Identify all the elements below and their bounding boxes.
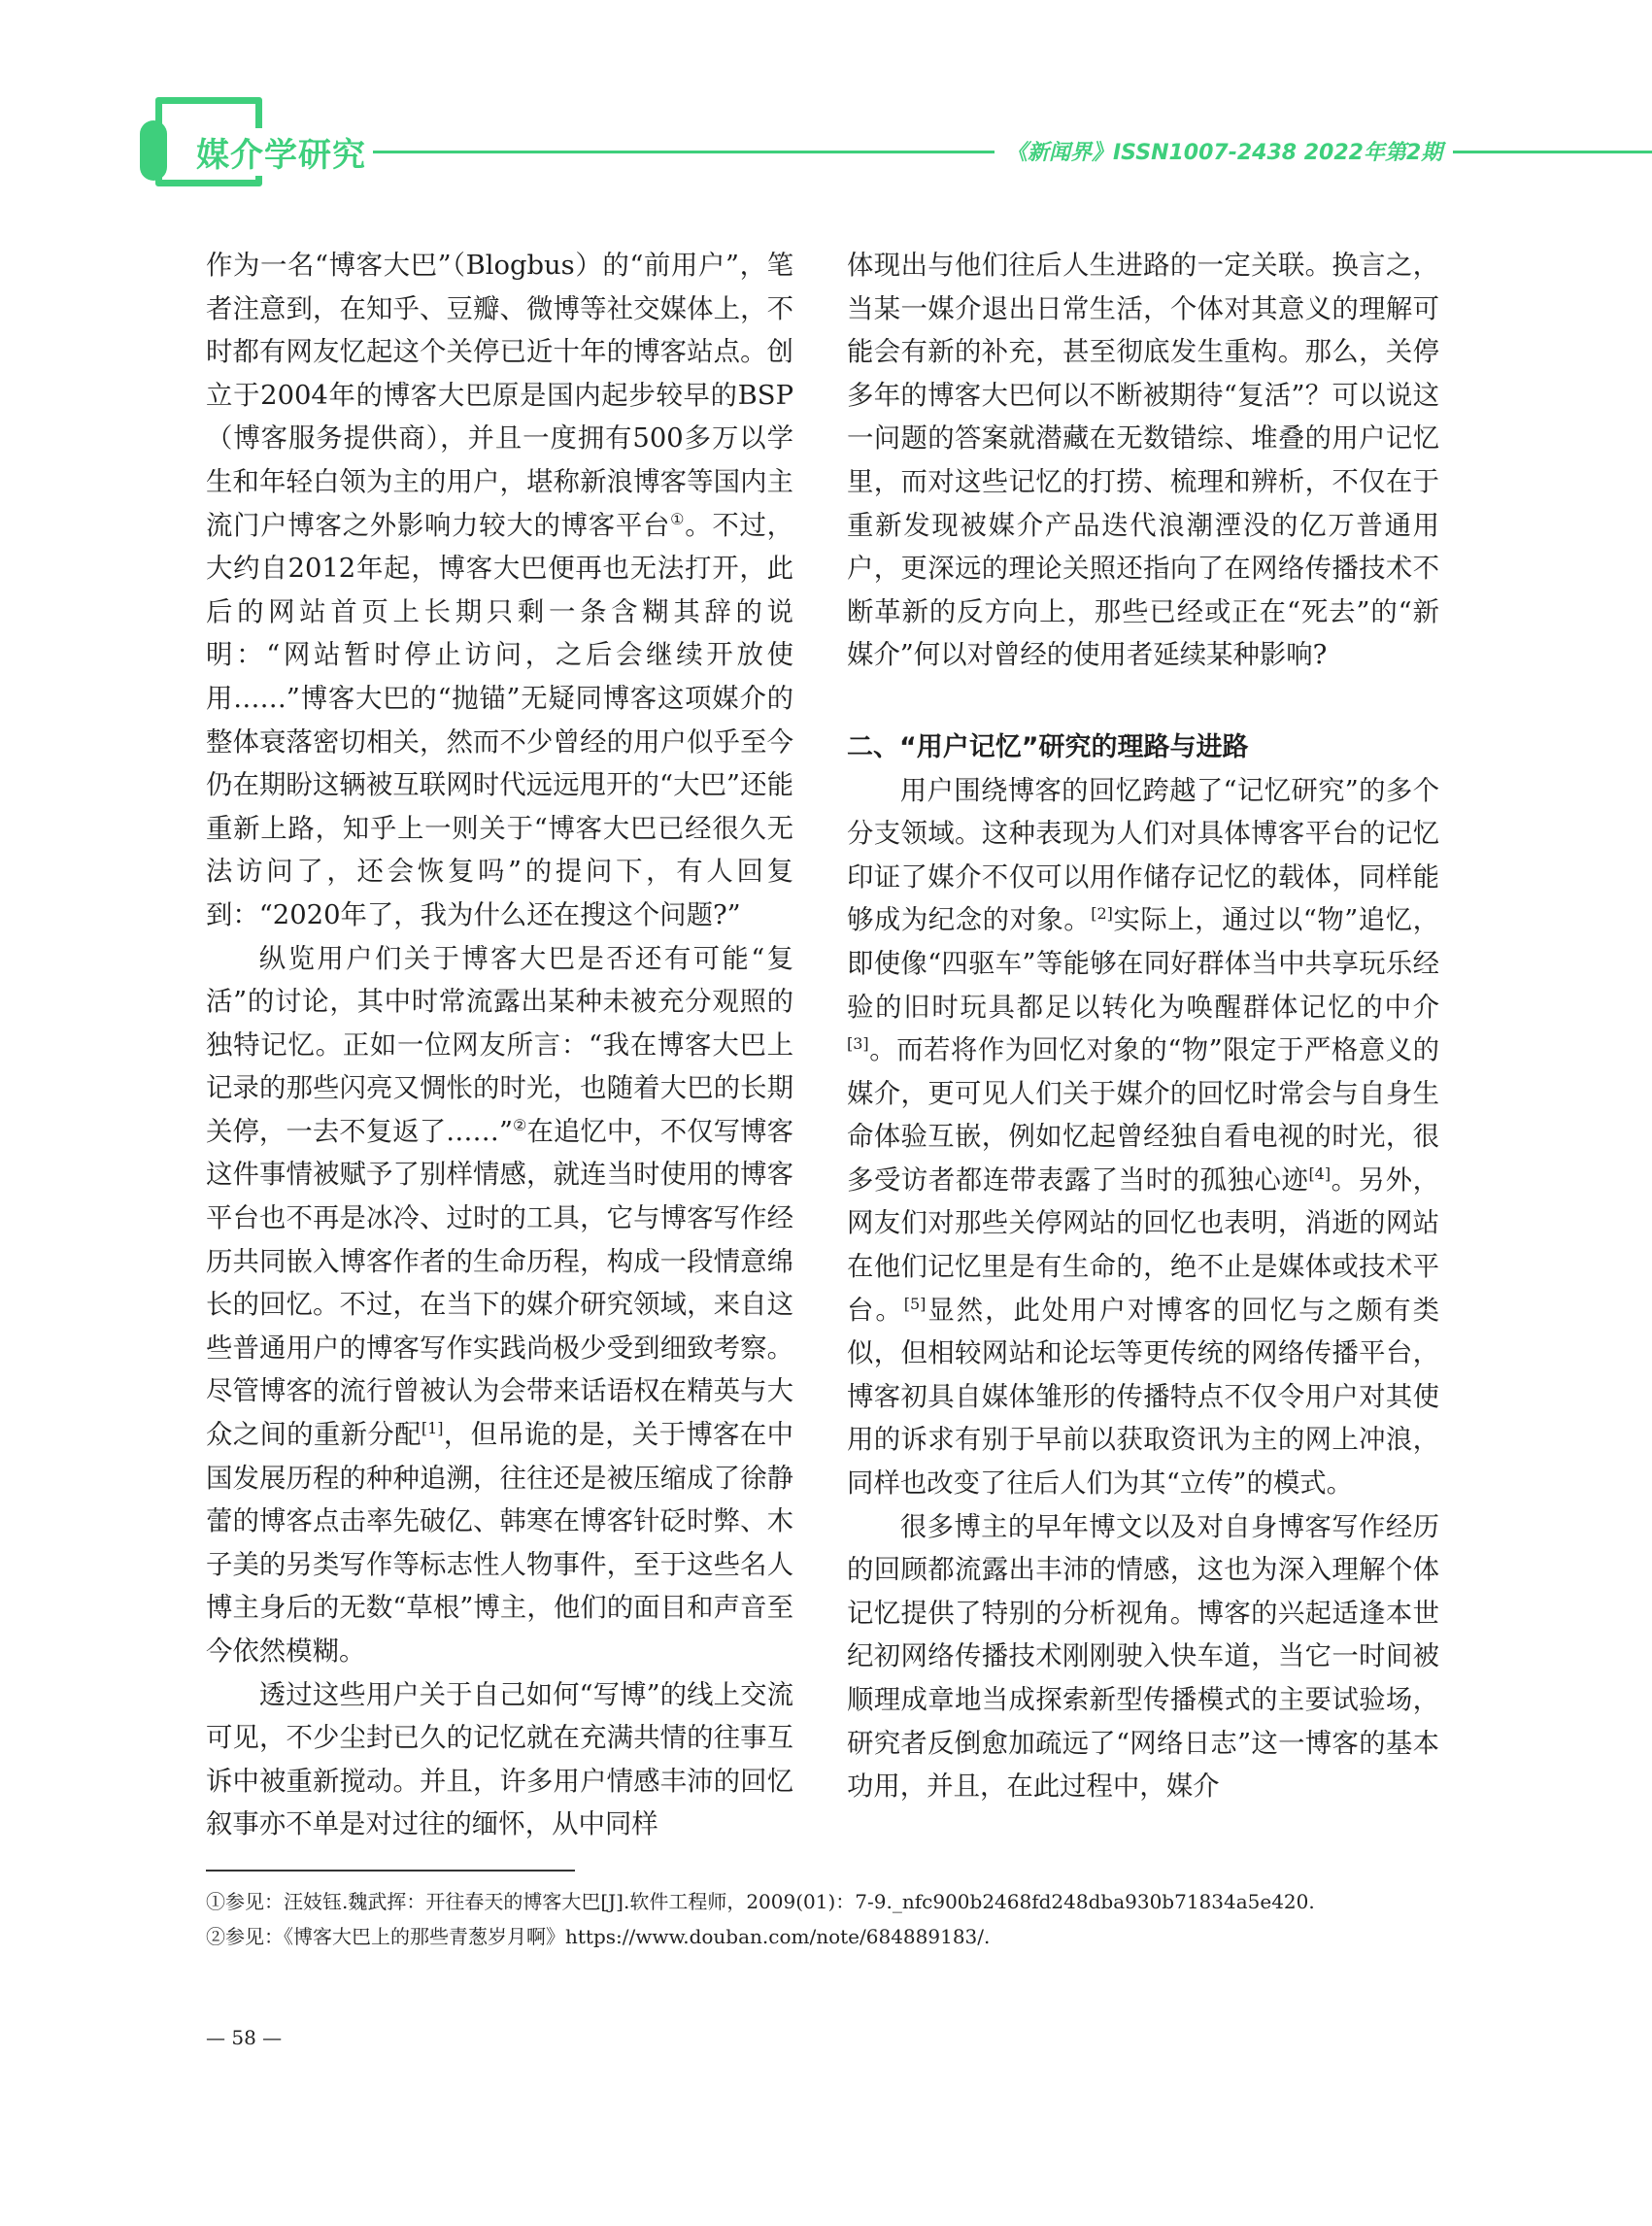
header-divider-right [1453, 151, 1652, 153]
paragraph: 用户围绕博客的回忆跨越了“记忆研究”的多个分支领域。这种表现为人们对具体博客平台的记忆印证了媒介不仅可以用作储存记忆的载体，同样能够成为纪念的对象。[2]实际上，通过以“物”追忆，即使像“四驱车”等能够在同好群体当中共享玩乐经验的旧时玩具都足以转化为唤醒群体记忆的中介[3]。而若将作为回忆对象的“物”限定于严格意义的媒介，更可见人们关于媒介的回忆时常会与自身生命体验互嵌，例如忆起曾经独自看电视的时光，很多受访者都连带表露了当时的孤独心迹[4]。另外，网友们对那些关停网站的回忆也表明，消逝的网站在他们记忆里是有生命的，绝不止是媒体或技术平台。[5]显然，此处用户对博客的回忆与之颇有类似，但相较网站和论坛等更传统的网络传播平台，博客初具自媒体雏形的传播特点不仅令用户对其使用的诉求有别于早前以获取资讯为主的网上冲浪，同样也改变了往后人们为其“立传”的模式。 [847, 775, 1439, 1500]
paragraph: 纵览用户们关于博客大巴是否还有可能“复活”的讨论，其中时常流露出某种未被充分观照的独特记忆。正如一位网友所言：“我在博客大巴上记录的那些闪亮又惆怅的时光，也随着大巴的长期关停，一去不复返了……”②在追忆中，不仅写博客这件事情被赋予了别样情感，就连当时使用的博客平台也不再是冰冷、过时的工具，它与博客写作经历共同嵌入博客作者的生命历程，构成一段情意绵长的回忆。不过，在当下的媒介研究领域，来自这些普通用户的博客写作实践尚极少受到细致考察。尽管博客的流行曾被认为会带来话语权在精英与大众之间的重新分配[1]，但吊诡的是，关于博客在中国发展历程的种种追溯，往往还是被压缩成了徐静蕾的博客点击率先破亿、韩寒在博客针砭时弊、木子美的另类写作等标志性人物事件，至于这些名人博主身后的无数“草根”博主，他们的面目和声音至今依然模糊。 [206, 943, 794, 1667]
paragraph: 很多博主的早年博文以及对自身博客写作经历的回顾都流露出丰沛的情感，这也为深入理解个体记忆提供了特别的分析视角。博客的兴起适逢本世纪初网络传播技术刚刚驶入快车道，当它一时间被顺理成章地当成探索新型传播模式的主要试验场，研究者反倒愈加疏远了“网络日志”这一博客的基本功用，并且，在此过程中，媒介 [847, 1511, 1439, 1803]
journal-logo-icon [140, 120, 167, 181]
citation-ref[interactable]: [5] [903, 1294, 927, 1313]
header-divider-left [373, 151, 995, 153]
paragraph: 透过这些用户关于自己如何“写博”的线上交流可见，不少尘封已久的记忆就在充满共情的往事互诉中被重新搅动。并且，许多用户情感丰沛的回忆叙事亦不单是对过往的缅怀，从中同样 [206, 1679, 793, 1840]
left-column [206, 245, 793, 1847]
footnote-ref[interactable]: ② [512, 1115, 527, 1134]
page-header [0, 0, 1652, 233]
section-heading: 二、“用户记忆”研究的理路与进路 [847, 731, 1249, 762]
citation-ref[interactable]: [2] [1091, 904, 1113, 924]
paragraph: 作为一名“博客大巴”（Blogbus）的“前用户”，笔者注意到，在知乎、豆瓣、微博等社交媒体上，不时都有网友忆起这个关停已近十年的博客站点。创立于2004年的博客大巴原是国内起步较早的BSP（博客服务提供商），并且一度拥有500多万以学生和年轻白领为主的用户，堪称新浪博客等国内主流门户博客之外影响力较大的博客平台①。不过，大约自2012年起，博客大巴便再也无法打开，此后的网站首页上长期只剩一条含糊其辞的说明：“网站暂时停止访问，之后会继续开放使用……”博客大巴的“抛锚”无疑同博客这项媒介的整体衰落密切相关，然而不少曾经的用户似乎至今仍在期盼这辆被互联网时代远远甩开的“大巴”还能重新上路，知乎上一则关于“博客大巴已经很久无法访问了，还会恢复吗”的提问下，有人回复到：“2020年了，我为什么还在搜这个问题?” [206, 251, 793, 930]
citation-ref[interactable]: [3] [847, 1033, 869, 1053]
footnote-ref[interactable]: ① [670, 509, 686, 528]
citation-ref[interactable]: [4] [1308, 1164, 1332, 1183]
section-title: 媒介学研究 [196, 128, 374, 176]
right-column [847, 245, 1439, 1809]
paragraph: 体现出与他们往后人生进路的一定关联。换言之，当某一媒介退出日常生活，个体对其意义的理解可能会有新的补充，甚至彻底发生重构。那么，关停多年的博客大巴何以不断被期待“复活”？可以说这一问题的答案就潜藏在无数错综、堆叠的用户记忆里，而对这些记忆的打捞、梳理和辨析，不仅在于重新发现被媒介产品迭代浪潮湮没的亿万普通用户，更深远的理论关照还指向了在网络传播技术不断革新的反方向上，那些已经或正在“死去”的“新媒介”何以对曾经的使用者延续某种影响? [847, 251, 1439, 671]
footnote: ②参见：《博客大巴上的那些青葱岁月啊》https://www.douban.com/note/684889183/. [206, 1925, 991, 1948]
footnote: ①参见：汪妓钰.魏武挥：开往春天的博客大巴[J].软件工程师，2009(01)：7-9._nfc900b2468fd248dba930b71834a5e420. [206, 1890, 1315, 1913]
journal-issue: 《新闻界》ISSN1007-2438 2022年第2期 [1006, 141, 1443, 165]
citation-ref[interactable]: [1] [421, 1418, 444, 1437]
page-number: — 58 — [206, 2026, 283, 2049]
footnotes [206, 1884, 1449, 1954]
footnote-divider [206, 1870, 575, 1872]
